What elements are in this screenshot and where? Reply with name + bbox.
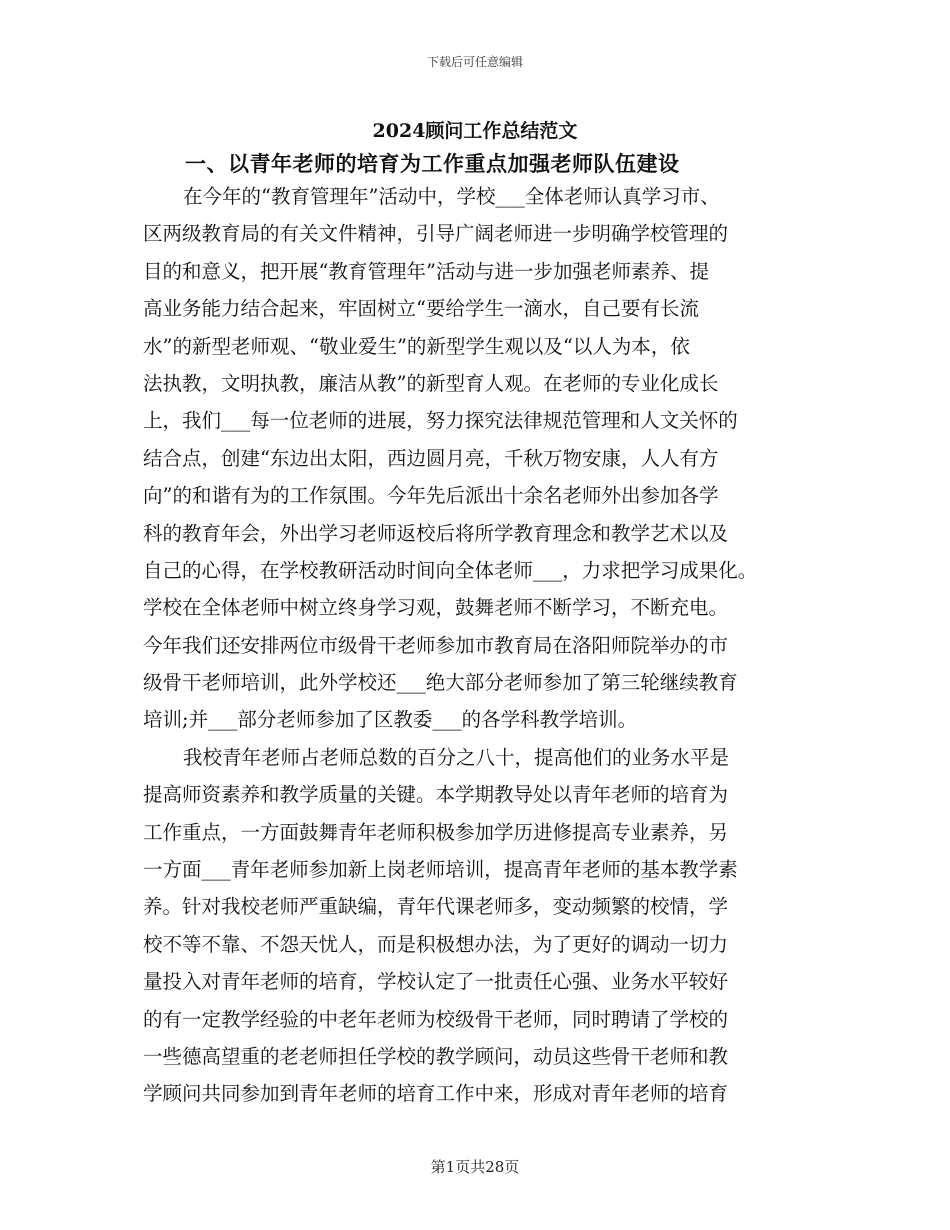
paragraph-line: 学顾问共同参加到青年老师的培育工作中来，形成对青年老师的培育 xyxy=(143,1082,729,1106)
paragraph-line: 水”的新型老师观、“敬业爱生”的新型学生观以及“以人为本，依 xyxy=(143,334,690,358)
paragraph-line: 向”的和谐有为的工作氛围。今年先后派出十余名老师外出参加各学 xyxy=(143,484,719,508)
paragraph-line: 我校青年老师占老师总数的百分之八十，提高他们的业务水平是 xyxy=(183,745,730,769)
paragraph-line: 法执教，文明执教，廉洁从教”的新型育人观。在老师的专业化成长 xyxy=(143,371,719,395)
paragraph-line: 自己的心得，在学校教研活动时间向全体老师___，力求把学习成果化。 xyxy=(143,558,758,582)
paragraph-line: 目的和意义，把开展“教育管理年”活动与进一步加强老师素养、提 xyxy=(143,259,709,283)
paragraph-line: 高业务能力结合起来，牢固树立“要给学生一滴水，自己要有长流 xyxy=(143,297,699,321)
paragraph-line: 科的教育年会，外出学习老师返校后将所学教育理念和教学艺术以及 xyxy=(143,521,729,545)
paragraph-line: 在今年的“教育管理年”活动中，学校___全体老师认真学习市、 xyxy=(183,185,720,208)
section-heading: 一、以青年老师的培育为工作重点加强老师队伍建设 xyxy=(185,151,680,176)
paragraph-line: 培训;并___部分老师参加了区教委___的各学科教学培训。 xyxy=(143,708,638,732)
paragraph-line: 今年我们还安排两位市级骨干老师参加市教育局在洛阳师院举办的市 xyxy=(143,633,729,657)
page-number: 第1页共28页 xyxy=(430,1158,520,1176)
document-title: 2024顾问工作总结范文 xyxy=(372,120,578,142)
paragraph-line: 学校在全体老师中树立终身学习观，鼓舞老师不断学习，不断充电。 xyxy=(143,596,729,620)
paragraph-line: 量投入对青年老师的培育，学校认定了一批责任心强、业务水平较好 xyxy=(143,970,729,994)
paragraph-line: 上，我们___每一位老师的进展，努力探究法律规范管理和人文关怀的 xyxy=(143,409,738,433)
paragraph-line: 工作重点，一方面鼓舞青年老师积极参加学历进修提高专业素养，另 xyxy=(143,820,729,844)
paragraph-line: 一些德高望重的老老师担任学校的教学顾问，动员这些骨干老师和教 xyxy=(143,1044,729,1068)
paragraph-line: 养。针对我校老师严重缺编，青年代课老师多，变动频繁的校情，学 xyxy=(143,895,729,919)
paragraph-line: 的有一定教学经验的中老年老师为校级骨干老师，同时聘请了学校的 xyxy=(143,1007,729,1031)
header-note: 下载后可任意编辑 xyxy=(426,55,523,69)
paragraph-line: 级骨干老师培训，此外学校还___绝大部分老师参加了第三轮继续教育 xyxy=(143,671,738,695)
paragraph-line: 提高师资素养和教学质量的关键。本学期教导处以青年老师的培育为 xyxy=(143,783,729,807)
document-body xyxy=(143,178,803,1113)
paragraph-line: 结合点，创建“东边出太阳，西边圆月亮，千秋万物安康，人人有方 xyxy=(143,446,719,470)
paragraph-line: 一方面___青年老师参加新上岗老师培训，提高青年老师的基本教学素 xyxy=(143,858,738,882)
paragraph-line: 校不等不靠、不怨天忧人，而是积极想办法，为了更好的调动一切力 xyxy=(143,932,729,956)
paragraph-line: 区两级教育局的有关文件精神，引导广阔老师进一步明确学校管理的 xyxy=(143,222,729,246)
